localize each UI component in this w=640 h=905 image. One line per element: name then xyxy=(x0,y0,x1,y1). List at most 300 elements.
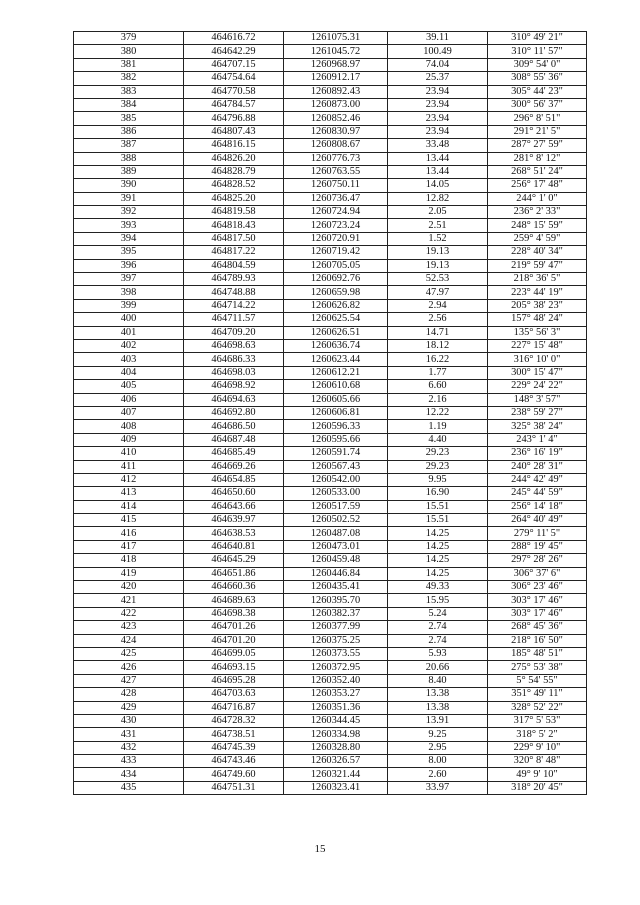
x-coordinate-cell: 464716.87 xyxy=(184,701,284,714)
table-row xyxy=(74,781,587,794)
x-coordinate-cell: 464701.20 xyxy=(184,634,284,647)
y-coordinate-cell: 1260719.42 xyxy=(284,246,388,259)
y-coordinate-cell: 1260892.43 xyxy=(284,85,388,98)
x-coordinate-cell: 464804.59 xyxy=(184,259,284,272)
x-coordinate-cell: 464728.32 xyxy=(184,714,284,727)
point-number-cell: 399 xyxy=(74,299,184,312)
point-number-cell: 414 xyxy=(74,500,184,513)
y-coordinate-cell: 1260377.99 xyxy=(284,621,388,634)
table-row xyxy=(74,487,587,500)
x-coordinate-cell: 464660.36 xyxy=(184,581,284,594)
bearing-cell: 325° 38' 24" xyxy=(488,420,587,433)
distance-cell: 5.93 xyxy=(388,647,488,660)
distance-cell: 1.19 xyxy=(388,420,488,433)
y-coordinate-cell: 1260353.27 xyxy=(284,688,388,701)
y-coordinate-cell: 1260623.44 xyxy=(284,353,388,366)
x-coordinate-cell: 464669.26 xyxy=(184,460,284,473)
bearing-cell: 227° 15' 48" xyxy=(488,339,587,352)
x-coordinate-cell: 464818.43 xyxy=(184,219,284,232)
table-row xyxy=(74,139,587,152)
y-coordinate-cell: 1260610.68 xyxy=(284,380,388,393)
point-number-cell: 395 xyxy=(74,246,184,259)
table-row xyxy=(74,58,587,71)
y-coordinate-cell: 1260459.48 xyxy=(284,554,388,567)
x-coordinate-cell: 464643.66 xyxy=(184,500,284,513)
bearing-cell: 306° 23' 46" xyxy=(488,581,587,594)
table-row xyxy=(74,741,587,754)
x-coordinate-cell: 464819.58 xyxy=(184,206,284,219)
distance-cell: 52.53 xyxy=(388,273,488,286)
distance-cell: 19.13 xyxy=(388,246,488,259)
table-row xyxy=(74,755,587,768)
bearing-cell: 256° 17' 48" xyxy=(488,179,587,192)
y-coordinate-cell: 1260605.66 xyxy=(284,393,388,406)
y-coordinate-cell: 1260326.57 xyxy=(284,755,388,768)
table-row xyxy=(74,661,587,674)
point-number-cell: 401 xyxy=(74,326,184,339)
distance-cell: 74.04 xyxy=(388,58,488,71)
y-coordinate-cell: 1260321.44 xyxy=(284,768,388,781)
distance-cell: 23.94 xyxy=(388,98,488,111)
point-number-cell: 419 xyxy=(74,567,184,580)
table-row xyxy=(74,165,587,178)
bearing-cell: 305° 44' 23" xyxy=(488,85,587,98)
distance-cell: 25.37 xyxy=(388,72,488,85)
coordinate-table-body xyxy=(74,32,587,795)
table-row xyxy=(74,259,587,272)
y-coordinate-cell: 1260517.59 xyxy=(284,500,388,513)
table-row xyxy=(74,460,587,473)
x-coordinate-cell: 464711.57 xyxy=(184,313,284,326)
y-coordinate-cell: 1260912.17 xyxy=(284,72,388,85)
table-row xyxy=(74,232,587,245)
table-row xyxy=(74,567,587,580)
distance-cell: 2.74 xyxy=(388,634,488,647)
y-coordinate-cell: 1260596.33 xyxy=(284,420,388,433)
table-row xyxy=(74,192,587,205)
x-coordinate-cell: 464796.88 xyxy=(184,112,284,125)
x-coordinate-cell: 464745.39 xyxy=(184,741,284,754)
distance-cell: 1.52 xyxy=(388,232,488,245)
point-number-cell: 413 xyxy=(74,487,184,500)
y-coordinate-cell: 1260373.55 xyxy=(284,647,388,660)
table-row xyxy=(74,634,587,647)
point-number-cell: 381 xyxy=(74,58,184,71)
bearing-cell: 303° 17' 46" xyxy=(488,607,587,620)
distance-cell: 6.60 xyxy=(388,380,488,393)
table-row xyxy=(74,380,587,393)
point-number-cell: 426 xyxy=(74,661,184,674)
distance-cell: 33.97 xyxy=(388,781,488,794)
bearing-cell: 297° 28' 26" xyxy=(488,554,587,567)
distance-cell: 20.66 xyxy=(388,661,488,674)
bearing-cell: 320° 8' 48" xyxy=(488,755,587,768)
x-coordinate-cell: 464748.88 xyxy=(184,286,284,299)
distance-cell: 15.95 xyxy=(388,594,488,607)
x-coordinate-cell: 464698.38 xyxy=(184,607,284,620)
y-coordinate-cell: 1260446.84 xyxy=(284,567,388,580)
distance-cell: 14.25 xyxy=(388,567,488,580)
point-number-cell: 389 xyxy=(74,165,184,178)
point-number-cell: 396 xyxy=(74,259,184,272)
distance-cell: 8.40 xyxy=(388,674,488,687)
bearing-cell: 300° 15' 47" xyxy=(488,366,587,379)
distance-cell: 15.51 xyxy=(388,514,488,527)
y-coordinate-cell: 1260636.74 xyxy=(284,339,388,352)
point-number-cell: 417 xyxy=(74,540,184,553)
coordinate-table xyxy=(73,31,587,795)
bearing-cell: 240° 28' 31" xyxy=(488,460,587,473)
point-number-cell: 379 xyxy=(74,32,184,45)
y-coordinate-cell: 1260625.54 xyxy=(284,313,388,326)
table-row xyxy=(74,406,587,419)
y-coordinate-cell: 1260595.66 xyxy=(284,433,388,446)
point-number-cell: 380 xyxy=(74,45,184,58)
x-coordinate-cell: 464703.63 xyxy=(184,688,284,701)
point-number-cell: 385 xyxy=(74,112,184,125)
point-number-cell: 416 xyxy=(74,527,184,540)
y-coordinate-cell: 1260382.37 xyxy=(284,607,388,620)
x-coordinate-cell: 464638.53 xyxy=(184,527,284,540)
point-number-cell: 407 xyxy=(74,406,184,419)
bearing-cell: 229° 24' 22" xyxy=(488,380,587,393)
y-coordinate-cell: 1260724.94 xyxy=(284,206,388,219)
y-coordinate-cell: 1260968.97 xyxy=(284,58,388,71)
point-number-cell: 393 xyxy=(74,219,184,232)
distance-cell: 14.25 xyxy=(388,554,488,567)
point-number-cell: 412 xyxy=(74,473,184,486)
y-coordinate-cell: 1260473.01 xyxy=(284,540,388,553)
bearing-cell: 5° 54' 55" xyxy=(488,674,587,687)
point-number-cell: 409 xyxy=(74,433,184,446)
x-coordinate-cell: 464807.43 xyxy=(184,125,284,138)
table-row xyxy=(74,607,587,620)
x-coordinate-cell: 464685.49 xyxy=(184,447,284,460)
table-row xyxy=(74,688,587,701)
table-row xyxy=(74,393,587,406)
distance-cell: 19.13 xyxy=(388,259,488,272)
bearing-cell: 309° 54' 0" xyxy=(488,58,587,71)
y-coordinate-cell: 1260736.47 xyxy=(284,192,388,205)
point-number-cell: 403 xyxy=(74,353,184,366)
y-coordinate-cell: 1260334.98 xyxy=(284,728,388,741)
table-row xyxy=(74,447,587,460)
bearing-cell: 300° 56' 37" xyxy=(488,98,587,111)
point-number-cell: 433 xyxy=(74,755,184,768)
distance-cell: 23.94 xyxy=(388,112,488,125)
bearing-cell: 218° 16' 50" xyxy=(488,634,587,647)
y-coordinate-cell: 1260533.00 xyxy=(284,487,388,500)
distance-cell: 2.51 xyxy=(388,219,488,232)
bearing-cell: 279° 11' 5" xyxy=(488,527,587,540)
table-row xyxy=(74,32,587,45)
distance-cell: 12.82 xyxy=(388,192,488,205)
x-coordinate-cell: 464640.81 xyxy=(184,540,284,553)
point-number-cell: 387 xyxy=(74,139,184,152)
bearing-cell: 317° 5' 53" xyxy=(488,714,587,727)
point-number-cell: 420 xyxy=(74,581,184,594)
bearing-cell: 288° 19' 45" xyxy=(488,540,587,553)
table-row xyxy=(74,206,587,219)
point-number-cell: 405 xyxy=(74,380,184,393)
distance-cell: 9.25 xyxy=(388,728,488,741)
bearing-cell: 244° 42' 49" xyxy=(488,473,587,486)
bearing-cell: 218° 36' 5" xyxy=(488,273,587,286)
x-coordinate-cell: 464654.85 xyxy=(184,473,284,486)
bearing-cell: 268° 45' 36" xyxy=(488,621,587,634)
x-coordinate-cell: 464616.72 xyxy=(184,32,284,45)
point-number-cell: 430 xyxy=(74,714,184,727)
point-number-cell: 391 xyxy=(74,192,184,205)
bearing-cell: 351° 49' 11" xyxy=(488,688,587,701)
y-coordinate-cell: 1261045.72 xyxy=(284,45,388,58)
x-coordinate-cell: 464686.33 xyxy=(184,353,284,366)
table-row xyxy=(74,581,587,594)
distance-cell: 29.23 xyxy=(388,460,488,473)
point-number-cell: 408 xyxy=(74,420,184,433)
bearing-cell: 306° 37' 6" xyxy=(488,567,587,580)
bearing-cell: 223° 44' 19" xyxy=(488,286,587,299)
distance-cell: 16.22 xyxy=(388,353,488,366)
y-coordinate-cell: 1260375.25 xyxy=(284,634,388,647)
point-number-cell: 424 xyxy=(74,634,184,647)
x-coordinate-cell: 464784.57 xyxy=(184,98,284,111)
table-row xyxy=(74,326,587,339)
x-coordinate-cell: 464749.60 xyxy=(184,768,284,781)
point-number-cell: 406 xyxy=(74,393,184,406)
table-row xyxy=(74,339,587,352)
point-number-cell: 427 xyxy=(74,674,184,687)
x-coordinate-cell: 464816.15 xyxy=(184,139,284,152)
x-coordinate-cell: 464687.48 xyxy=(184,433,284,446)
distance-cell: 29.23 xyxy=(388,447,488,460)
y-coordinate-cell: 1260487.08 xyxy=(284,527,388,540)
table-row xyxy=(74,540,587,553)
y-coordinate-cell: 1260830.97 xyxy=(284,125,388,138)
y-coordinate-cell: 1260808.67 xyxy=(284,139,388,152)
y-coordinate-cell: 1260705.05 xyxy=(284,259,388,272)
point-number-cell: 415 xyxy=(74,514,184,527)
table-row xyxy=(74,125,587,138)
y-coordinate-cell: 1260606.81 xyxy=(284,406,388,419)
bearing-cell: 205° 38' 23" xyxy=(488,299,587,312)
point-number-cell: 425 xyxy=(74,647,184,660)
bearing-cell: 264° 40' 49" xyxy=(488,514,587,527)
bearing-cell: 228° 40' 34" xyxy=(488,246,587,259)
y-coordinate-cell: 1260323.41 xyxy=(284,781,388,794)
point-number-cell: 383 xyxy=(74,85,184,98)
x-coordinate-cell: 464817.22 xyxy=(184,246,284,259)
x-coordinate-cell: 464789.93 xyxy=(184,273,284,286)
table-row xyxy=(74,594,587,607)
y-coordinate-cell: 1260352.40 xyxy=(284,674,388,687)
point-number-cell: 431 xyxy=(74,728,184,741)
bearing-cell: 281° 8' 12" xyxy=(488,152,587,165)
point-number-cell: 392 xyxy=(74,206,184,219)
point-number-cell: 432 xyxy=(74,741,184,754)
bearing-cell: 308° 55' 36" xyxy=(488,72,587,85)
y-coordinate-cell: 1260612.21 xyxy=(284,366,388,379)
distance-cell: 2.74 xyxy=(388,621,488,634)
distance-cell: 15.51 xyxy=(388,500,488,513)
y-coordinate-cell: 1260626.82 xyxy=(284,299,388,312)
table-row xyxy=(74,45,587,58)
x-coordinate-cell: 464651.86 xyxy=(184,567,284,580)
y-coordinate-cell: 1260626.51 xyxy=(284,326,388,339)
distance-cell: 23.94 xyxy=(388,85,488,98)
y-coordinate-cell: 1260435.41 xyxy=(284,581,388,594)
table-row xyxy=(74,647,587,660)
bearing-cell: 245° 44' 59" xyxy=(488,487,587,500)
x-coordinate-cell: 464751.31 xyxy=(184,781,284,794)
bearing-cell: 291° 21' 5" xyxy=(488,125,587,138)
bearing-cell: 259° 4' 59" xyxy=(488,232,587,245)
bearing-cell: 219° 59' 47" xyxy=(488,259,587,272)
table-row xyxy=(74,112,587,125)
x-coordinate-cell: 464754.64 xyxy=(184,72,284,85)
distance-cell: 2.05 xyxy=(388,206,488,219)
point-number-cell: 400 xyxy=(74,313,184,326)
x-coordinate-cell: 464698.92 xyxy=(184,380,284,393)
distance-cell: 16.90 xyxy=(388,487,488,500)
y-coordinate-cell: 1260351.36 xyxy=(284,701,388,714)
table-row xyxy=(74,514,587,527)
bearing-cell: 328° 52' 22" xyxy=(488,701,587,714)
distance-cell: 2.16 xyxy=(388,393,488,406)
x-coordinate-cell: 464743.46 xyxy=(184,755,284,768)
table-row xyxy=(74,674,587,687)
bearing-cell: 157° 48' 24" xyxy=(488,313,587,326)
x-coordinate-cell: 464826.20 xyxy=(184,152,284,165)
table-row xyxy=(74,527,587,540)
y-coordinate-cell: 1260372.95 xyxy=(284,661,388,674)
table-row xyxy=(74,98,587,111)
table-row xyxy=(74,433,587,446)
y-coordinate-cell: 1261075.31 xyxy=(284,32,388,45)
x-coordinate-cell: 464650.60 xyxy=(184,487,284,500)
bearing-cell: 243° 1' 4" xyxy=(488,433,587,446)
y-coordinate-cell: 1260542.00 xyxy=(284,473,388,486)
bearing-cell: 236° 2' 33" xyxy=(488,206,587,219)
table-row xyxy=(74,273,587,286)
point-number-cell: 423 xyxy=(74,621,184,634)
x-coordinate-cell: 464698.63 xyxy=(184,339,284,352)
table-row xyxy=(74,554,587,567)
table-row xyxy=(74,768,587,781)
bearing-cell: 248° 15' 59" xyxy=(488,219,587,232)
y-coordinate-cell: 1260395.70 xyxy=(284,594,388,607)
distance-cell: 13.44 xyxy=(388,152,488,165)
distance-cell: 39.11 xyxy=(388,32,488,45)
bearing-cell: 310° 49' 21" xyxy=(488,32,587,45)
bearing-cell: 275° 53' 38" xyxy=(488,661,587,674)
distance-cell: 33.48 xyxy=(388,139,488,152)
y-coordinate-cell: 1260720.91 xyxy=(284,232,388,245)
y-coordinate-cell: 1260692.76 xyxy=(284,273,388,286)
distance-cell: 2.94 xyxy=(388,299,488,312)
table-row xyxy=(74,299,587,312)
distance-cell: 14.25 xyxy=(388,527,488,540)
point-number-cell: 397 xyxy=(74,273,184,286)
table-row xyxy=(74,313,587,326)
bearing-cell: 236° 16' 19" xyxy=(488,447,587,460)
distance-cell: 14.25 xyxy=(388,540,488,553)
table-row xyxy=(74,621,587,634)
point-number-cell: 398 xyxy=(74,286,184,299)
x-coordinate-cell: 464817.50 xyxy=(184,232,284,245)
point-number-cell: 402 xyxy=(74,339,184,352)
distance-cell: 13.44 xyxy=(388,165,488,178)
point-number-cell: 390 xyxy=(74,179,184,192)
x-coordinate-cell: 464738.51 xyxy=(184,728,284,741)
x-coordinate-cell: 464642.29 xyxy=(184,45,284,58)
table-row xyxy=(74,728,587,741)
distance-cell: 13.91 xyxy=(388,714,488,727)
table-row xyxy=(74,420,587,433)
point-number-cell: 421 xyxy=(74,594,184,607)
distance-cell: 13.38 xyxy=(388,688,488,701)
distance-cell: 23.94 xyxy=(388,125,488,138)
distance-cell: 8.00 xyxy=(388,755,488,768)
x-coordinate-cell: 464639.97 xyxy=(184,514,284,527)
x-coordinate-cell: 464770.58 xyxy=(184,85,284,98)
table-row xyxy=(74,219,587,232)
bearing-cell: 310° 11' 57" xyxy=(488,45,587,58)
y-coordinate-cell: 1260723.24 xyxy=(284,219,388,232)
x-coordinate-cell: 464701.26 xyxy=(184,621,284,634)
bearing-cell: 318° 5' 2" xyxy=(488,728,587,741)
bearing-cell: 268° 51' 24" xyxy=(488,165,587,178)
table-row xyxy=(74,714,587,727)
point-number-cell: 428 xyxy=(74,688,184,701)
x-coordinate-cell: 464695.28 xyxy=(184,674,284,687)
distance-cell: 47.97 xyxy=(388,286,488,299)
bearing-cell: 287° 27' 59" xyxy=(488,139,587,152)
x-coordinate-cell: 464707.15 xyxy=(184,58,284,71)
bearing-cell: 303° 17' 46" xyxy=(488,594,587,607)
bearing-cell: 185° 48' 51" xyxy=(488,647,587,660)
y-coordinate-cell: 1260567.43 xyxy=(284,460,388,473)
table-row xyxy=(74,286,587,299)
y-coordinate-cell: 1260750.11 xyxy=(284,179,388,192)
x-coordinate-cell: 464693.15 xyxy=(184,661,284,674)
x-coordinate-cell: 464828.52 xyxy=(184,179,284,192)
y-coordinate-cell: 1260873.00 xyxy=(284,98,388,111)
distance-cell: 5.24 xyxy=(388,607,488,620)
bearing-cell: 316° 10' 0" xyxy=(488,353,587,366)
table-row xyxy=(74,179,587,192)
bearing-cell: 244° 1' 0" xyxy=(488,192,587,205)
point-number-cell: 429 xyxy=(74,701,184,714)
point-number-cell: 384 xyxy=(74,98,184,111)
distance-cell: 100.49 xyxy=(388,45,488,58)
point-number-cell: 388 xyxy=(74,152,184,165)
point-number-cell: 422 xyxy=(74,607,184,620)
x-coordinate-cell: 464709.20 xyxy=(184,326,284,339)
y-coordinate-cell: 1260344.45 xyxy=(284,714,388,727)
point-number-cell: 435 xyxy=(74,781,184,794)
x-coordinate-cell: 464694.63 xyxy=(184,393,284,406)
x-coordinate-cell: 464645.29 xyxy=(184,554,284,567)
table-row xyxy=(74,72,587,85)
distance-cell: 12.22 xyxy=(388,406,488,419)
distance-cell: 2.56 xyxy=(388,313,488,326)
bearing-cell: 229° 9' 10" xyxy=(488,741,587,754)
bearing-cell: 238° 59' 27" xyxy=(488,406,587,419)
distance-cell: 14.71 xyxy=(388,326,488,339)
x-coordinate-cell: 464692.80 xyxy=(184,406,284,419)
coordinate-sheet xyxy=(73,31,586,795)
